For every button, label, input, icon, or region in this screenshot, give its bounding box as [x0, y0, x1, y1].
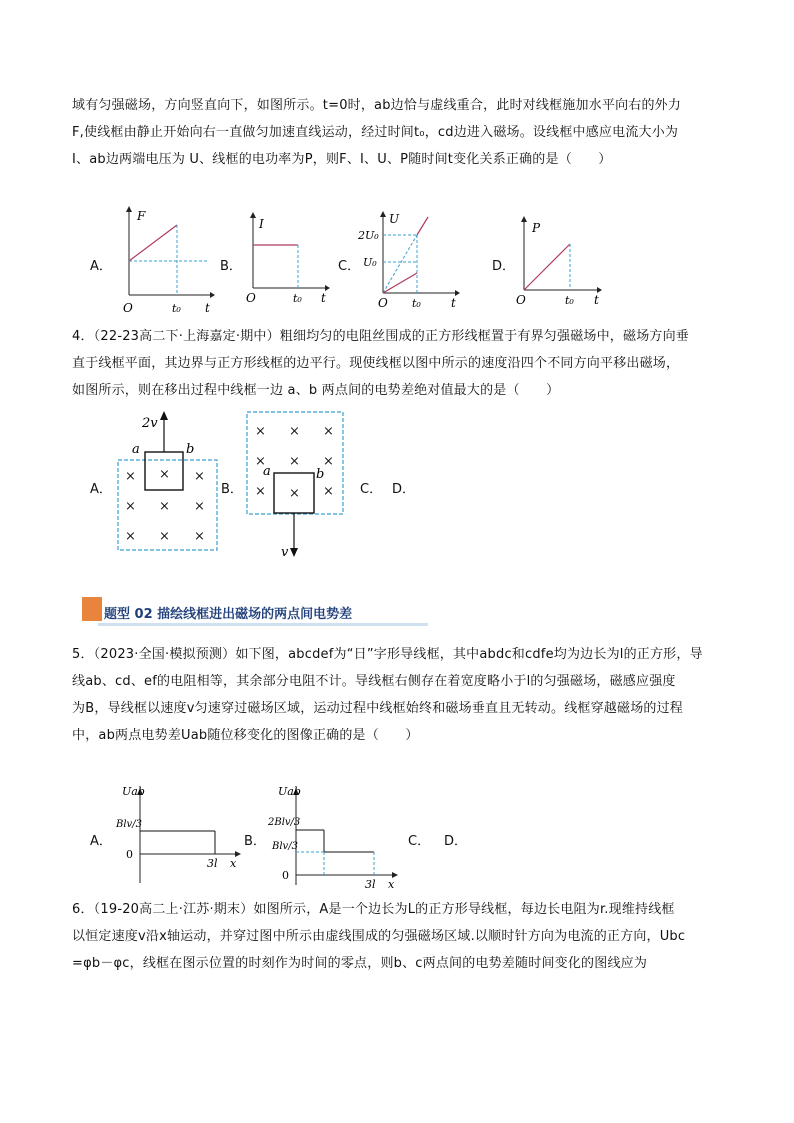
- section-underline: [98, 623, 428, 626]
- graph-d-p-label: P: [532, 221, 541, 235]
- fig-a-2v: 2v: [142, 416, 158, 431]
- svg-text:×: ×: [159, 499, 170, 514]
- q3-graph-d: [512, 212, 607, 308]
- fig-b-v: v: [281, 545, 289, 558]
- q5-option-b[interactable]: B．: [244, 834, 266, 849]
- graph5a-blv3: Blv/3: [116, 819, 142, 830]
- svg-text:×: ×: [289, 454, 300, 469]
- q4-option-a[interactable]: A．: [90, 482, 112, 497]
- graph5b-blv3: Blv/3: [272, 841, 298, 852]
- q4-option-d[interactable]: D．: [392, 482, 416, 497]
- q5-option-a[interactable]: A．: [90, 834, 112, 849]
- graph5a-uab: Uab: [122, 785, 145, 798]
- q3-option-b[interactable]: B．: [220, 259, 242, 274]
- section-label: 题型 02 描绘线框进出磁场的两点间电势差: [104, 607, 353, 622]
- svg-text:×: ×: [159, 529, 170, 544]
- section-marker-icon: [82, 597, 102, 621]
- q3-option-a[interactable]: A．: [90, 259, 112, 274]
- fig-b-b: b: [316, 467, 325, 482]
- q6-text: [72, 896, 722, 977]
- q5-line-2: 线ab、cd、ef的电阻相等，其余部分电阻不计。导线框右侧存在着宽度略小于l的匀强磁场，磁感应强度: [72, 674, 676, 689]
- q3-option-c[interactable]: C．: [338, 259, 361, 274]
- svg-text:×: ×: [194, 499, 205, 514]
- graph-c-2u0: 2U₀: [358, 229, 379, 242]
- graph5b-x: x: [388, 878, 395, 891]
- q4-figure-a: [112, 408, 222, 556]
- svg-text:×: ×: [323, 454, 334, 469]
- q5-line-4: 中，ab两点电势差Uab随位移变化的图像正确的是（ ）: [72, 728, 419, 743]
- q5-line-1: 5．（2023·全国·模拟预测）如下图，abcdef为“日”字形导线框，其中abdc和cdfe均为边长为l的正方形，导: [72, 647, 703, 662]
- graph-c-t0: t₀: [412, 297, 421, 310]
- svg-text:×: ×: [125, 529, 136, 544]
- graph-d-t0: t₀: [565, 294, 574, 307]
- q6-line-3: =φb－φc，线框在图示位置的时刻作为时间的零点，则b、c两点间的电势差随时间变化的图线应为: [72, 956, 648, 971]
- graph5b-zero: 0: [282, 869, 289, 882]
- q4-line-2: 直于线框平面，其边界与正方形线框的边平行。现使线框以图中所示的速度沿四个不同方向平移出磁场，: [72, 356, 680, 371]
- svg-text:×: ×: [289, 424, 300, 439]
- q3-text: [72, 92, 722, 173]
- svg-text:×: ×: [323, 484, 334, 499]
- q6-line-1: 6．（19-20高二上·江苏·期末）如图所示，A是一个边长为L的正方形导线框，每边长电阻为r.现维持线框: [72, 902, 675, 917]
- q5-line-3: 为B，导线框以速度v匀速穿过磁场区域，运动过程中线框始终和磁场垂直且无转动。线框穿越磁场的过程: [72, 701, 684, 716]
- svg-text:×: ×: [194, 529, 205, 544]
- svg-text:×: ×: [255, 454, 266, 469]
- graph-a-origin: O: [123, 301, 133, 315]
- q3-line-2: F,使线框由静止开始向右一直做匀加速直线运动，经过时间t₀，cd边进入磁场。设线框中感应电流大小为: [72, 125, 679, 140]
- q3-line-3: I、ab边两端电压为 U、线框的电功率为P，则F、I、U、P随时间t变化关系正确的是（ ）: [72, 152, 612, 167]
- q5-graph-a: [112, 785, 252, 890]
- q5-text: [72, 641, 722, 749]
- svg-text:×: ×: [255, 484, 266, 499]
- graph5b-uab: Uab: [278, 785, 301, 798]
- graph-c-u-label: U: [389, 212, 400, 226]
- q3-option-d[interactable]: D．: [492, 259, 516, 274]
- fig-a-a: a: [132, 442, 140, 457]
- q4-line-1: 4．（22-23高二下·上海嘉定·期中）粗细均匀的电阻丝围成的正方形线框置于有界匀强磁场中，磁场方向垂: [72, 329, 690, 344]
- q4-figure-b: [243, 408, 353, 558]
- graph-b-i-label: I: [259, 217, 264, 231]
- graph-b-t0: t₀: [293, 292, 302, 305]
- fig-a-b: b: [186, 442, 195, 457]
- graph-d-t: t: [594, 293, 599, 307]
- graph-c-origin: O: [378, 296, 388, 310]
- svg-text:×: ×: [255, 424, 266, 439]
- q3-graph-a: [115, 200, 215, 315]
- q4-option-b[interactable]: B．: [221, 482, 243, 497]
- q3-graph-b: [243, 208, 333, 308]
- svg-text:×: ×: [194, 469, 205, 484]
- graph5a-3l: 3l: [207, 857, 218, 870]
- graph-a-f-label: F: [137, 209, 146, 223]
- fig-b-a: a: [263, 464, 271, 479]
- q5-option-d[interactable]: D．: [444, 834, 468, 849]
- graph-b-t: t: [321, 291, 326, 305]
- graph-d-origin: O: [516, 293, 526, 307]
- svg-text:×: ×: [289, 486, 300, 501]
- svg-text:×: ×: [125, 499, 136, 514]
- graph-b-origin: O: [246, 291, 256, 305]
- q4-line-3: 如图所示，则在移出过程中线框一边 a、b 两点间的电势差绝对值最大的是（ ）: [72, 383, 560, 398]
- q3-graph-c: [355, 205, 470, 313]
- svg-text:×: ×: [125, 469, 136, 484]
- q6-line-2: 以恒定速度v沿x轴运动，并穿过图中所示由虚线围成的匀强磁场区域.以顺时针方向为电流的正方向，Ubc: [72, 929, 686, 944]
- q4-text: [72, 323, 722, 404]
- q4-option-c[interactable]: C．: [360, 482, 383, 497]
- svg-text:×: ×: [323, 424, 334, 439]
- graph-c-u0: U₀: [363, 256, 377, 269]
- graph5b-3l: 3l: [365, 878, 376, 891]
- q5-graph-b: [268, 785, 408, 893]
- graph-c-t: t: [451, 296, 456, 310]
- q5-option-c[interactable]: C．: [408, 834, 431, 849]
- graph5b-2blv3: 2Blv/3: [268, 817, 301, 828]
- svg-text:×: ×: [159, 467, 170, 482]
- section-title: [82, 597, 682, 631]
- graph5a-x: x: [230, 857, 237, 870]
- q3-line-1: 域有匀强磁场，方向竖直向下，如图所示。t=0时，ab边恰与虚线重合，此时对线框施加水平向右的外力: [72, 98, 682, 113]
- graph-a-t0: t₀: [172, 302, 181, 315]
- graph5a-zero: 0: [126, 848, 133, 861]
- graph-a-t: t: [205, 301, 210, 315]
